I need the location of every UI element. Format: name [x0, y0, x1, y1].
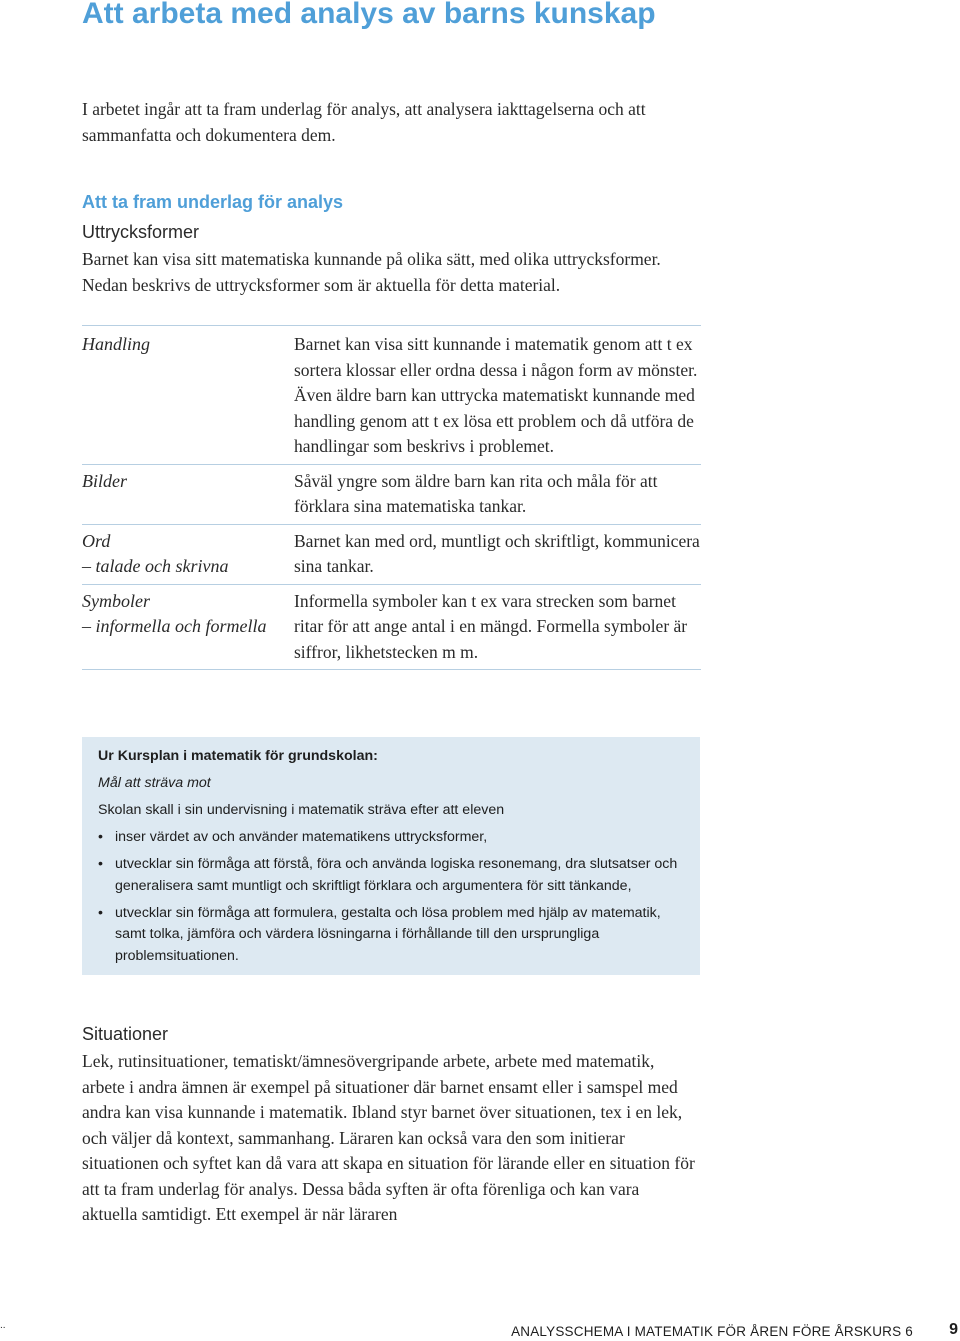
table-row [82, 326, 701, 465]
table-row [82, 465, 701, 525]
list-item: • inser värdet av och använder matematikens uttrycksformer, [98, 827, 684, 849]
syllabus-subtitle: Mål att sträva mot [98, 775, 211, 791]
subheading-expression-forms: Uttrycksformer [82, 222, 199, 242]
term-text: Bilder [82, 470, 127, 491]
term-description: Informella symboler kan t ex vara strecken som barnet ritar för att ange antal i en mängd. Formella symboler är siffror, likhetstecken m m. [294, 590, 688, 662]
term-description: Barnet kan visa sitt kunnande i matematik genom att t ex sortera klossar eller ordna dessa i någon form av mönster. Även äldre barn kan uttrycka matematiskt kunnande med handling genom att t ex lösa ett problem och då utföra de handlingar som beskrivs i problemet. [294, 334, 698, 456]
term-label [82, 529, 294, 580]
term-label [82, 332, 294, 460]
syllabus-title: Ur Kursplan i matematik för grundskolan: [98, 748, 378, 764]
term-label [82, 469, 294, 520]
expression-forms-table [82, 325, 701, 670]
page-title: Att arbeta med analys av barns kunskap [82, 0, 656, 30]
subheading-situations: Situationer [82, 1024, 169, 1044]
term-description: Såväl yngre som äldre barn kan rita och måla för att förklara sina matematiska tankar. [294, 470, 658, 516]
syllabus-lead: Skolan skall i sin undervisning i matematik sträva efter att eleven [98, 802, 505, 818]
page-footer [0, 1322, 960, 1341]
section-heading: Att ta fram underlag för analys [82, 192, 344, 212]
footer-mark: .. [0, 1320, 6, 1331]
intro-paragraph: I arbetet ingår att ta fram underlag för analys, att analysera iakttagelserna och att sammanfatta och dokumentera dem. [82, 99, 646, 145]
term-label [82, 589, 294, 666]
page-number: 9 [949, 1321, 958, 1338]
term-text: Symboler [82, 590, 150, 611]
syllabus-quote-box [82, 737, 700, 975]
list-item: • utvecklar sin förmåga att formulera, gestalta och lösa problem med hjälp av matematik, samt tolka, jämföra och värdera lösningarna i förhållande till den ursprungliga problemsituationen. [98, 903, 684, 968]
term-subtext: – informella och formella [82, 616, 267, 636]
term-description: Barnet kan med ord, muntligt och skriftligt, kommunicera sina tankar. [294, 530, 700, 576]
situations-paragraph: Lek, rutinsituationer, tematiskt/ämnesövergripande arbete, arbete med matematik, arbete i andra ämnen är exempel på situationer där barnet ensamt eller i samspel med andra kan visa kunnande i matematik. Ibland styr barnet över situationen, tex i en lek, och väljer då kontext, sammanhang. Läraren kan också vara den som initierar situationen och syftet kan då vara att skapa en situation för lärande eller en situation för att ta fram underlag för analys. Dessa båda syften är ofta förenliga och kan vara aktuella samtidigt. Ett exempel är när läraren [82, 1051, 695, 1224]
syllabus-goal-list [98, 827, 684, 967]
term-text: Ord [82, 530, 111, 551]
term-text: Handling [82, 334, 151, 354]
running-title: ANALYSSCHEMA I MATEMATIK FÖR ÅREN FÖRE ÅRSKURS 6 [511, 1324, 913, 1339]
list-item: • utvecklar sin förmåga att förstå, föra och använda logiska resonemang, dra slutsatser och generalisera samt muntligt och skriftligt förklara och argumentera för sitt tänkande, [98, 854, 684, 897]
table-row [82, 525, 701, 585]
term-subtext: – talade och skrivna [82, 556, 229, 576]
table-row [82, 585, 701, 671]
expression-forms-paragraph: Barnet kan visa sitt matematiska kunnande på olika sätt, med olika uttrycksformer. Nedan beskrivs de uttrycksformer som är aktuella för detta material. [82, 249, 661, 295]
